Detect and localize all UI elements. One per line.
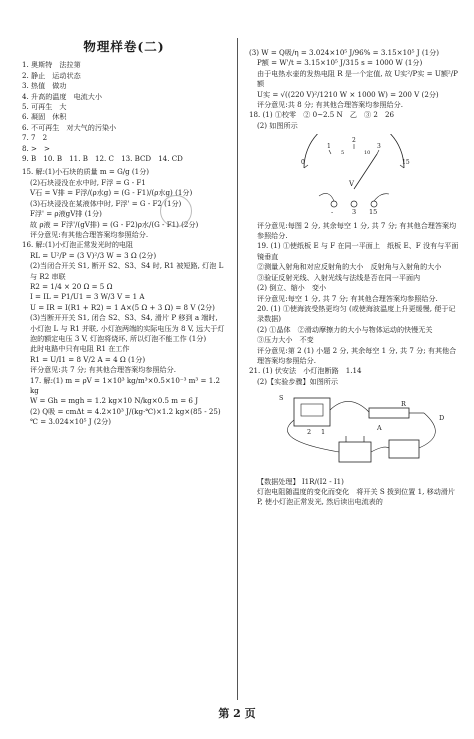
answer-line: 由于电热水壶的发热电阻 R 是一个定值, 故 U实²/P实 = U额²/P额 <box>257 68 458 89</box>
answer-line: 9. B 10. B 11. B 12. C 13. BCD 14. CD <box>22 154 183 164</box>
answer-line: U实 = √((220 V)²/1210 W × 1000 W) = 200 V (2分) <box>257 89 439 99</box>
answer-line: ③压力大小 不变 <box>257 335 314 345</box>
dial-scale-label: 5 <box>341 150 345 157</box>
answer-line: 灯泡电阻随温度的变化而变化 将开关 S 拨到位置 1, 移动滑片 P, 使小灯泡正常发光, 然后读出电流表的 <box>257 486 455 507</box>
answer-line: 15. 解:(1)小石块的质量 m = G/g (1分) <box>22 167 150 177</box>
answer-line: W = Gh = mgh = 1.2 kg×10 N/kg×0.5 m = 6 J <box>30 396 199 406</box>
answer-line: 此时电路中只有电阻 R1 在工作 <box>30 344 130 354</box>
dial-scale-label: 10 <box>364 150 371 157</box>
dial-scale-label: 15 <box>402 159 410 167</box>
column-divider <box>237 38 238 700</box>
answer-line: 3. 热值 做功 <box>22 81 67 91</box>
answer-line: 故 ρ液 = F浮'/(gV排) = (G - F2)ρ水/(G - F1) (2分) <box>30 219 199 229</box>
svg-text:-: - <box>331 208 334 215</box>
answer-line: 评分意见:共 7 分; 有其他合理答案均参照给分. <box>30 365 176 375</box>
dial-scale-label: 1 <box>327 143 331 151</box>
answer-line: 19. (1) ①使纸板 E 与 F 在同一平面上 纸板 E、F 没有与平面镜垂直 <box>257 241 459 261</box>
answer-line: V石 = V排 = F浮/(ρ水g) = (G - F1)/(ρ水g) (1分) <box>30 188 193 198</box>
dial-scale-label: 0 <box>301 159 305 167</box>
answer-line: (3)当断开开关 S1, 闭合 S2、S3、S4, 滑片 P 移到 a 端时, 小灯泡 L 与 R1 并联, 小灯泡两端的实际电压为 8 V, 远大于灯泡的额定电压 3 V, 灯泡将烧坏, 所以灯泡不能工作 (1分) <box>30 313 225 343</box>
meter-label: V <box>349 180 355 189</box>
answer-line: 8. > > <box>22 143 51 153</box>
svg-text:R: R <box>401 400 406 409</box>
answer-line: 评分意见:共 8 分; 有其他合理答案均参照给分. <box>257 100 403 110</box>
answer-line: (2) ①晶体 ②滑动摩擦力的大小与物体运动的快慢无关 <box>257 324 433 334</box>
answer-line: 5. 可再生 大 <box>22 102 67 112</box>
circuit-figure <box>249 390 459 473</box>
answer-line: 评分意见:第 2 (1) 小题 2 分, 其余每空 1 分, 共 7 分; 有其他合理答案均参照给分. <box>257 345 457 365</box>
answer-line: (3) W = Q吸/η = 3.024×10⁵ J/96% = 3.15×10⁵ J (1分) <box>249 48 439 57</box>
answer-line: 4. 升高的温度 电流大小 <box>22 91 102 101</box>
answer-line: 【数据处理】 I1R/(I2 - I1) <box>257 476 344 486</box>
answer-line: (2) Q吸 = cmΔt = 4.2×10³ J/(kg·℃)×1.2 kg×(85 - 25) ℃ = 3.024×10⁵ J (2分) <box>30 406 221 427</box>
answer-line: (2)石块浸没在水中时, F浮 = G - F1 <box>30 177 146 187</box>
answer-line: R1 = U/I1 = 8 V/2 A = 4 Ω (1分) <box>30 354 146 364</box>
answer-line: 评分意见:每图 2 分, 其余每空 1 分, 共 7 分; 有其他合理答案均参照给分. <box>257 220 457 241</box>
faded-seal-stamp <box>160 195 192 227</box>
left-column <box>22 0 226 428</box>
answer-line: (2)当闭合开关 S1, 断开 S2、S3、S4 时, R1 被短路, 灯泡 L 与 R2 串联 <box>30 261 224 281</box>
answer-line: I = IL = P1/U1 = 3 W/3 V = 1 A <box>30 292 145 302</box>
answer-line: (2)【实验步骤】如图所示 <box>257 376 338 386</box>
answer-line: 18. (1) ①校零 ② 0~2.5 N 乙 ③ 2 26 <box>249 110 395 120</box>
answer-line: 6. 不可再生 对大气的污染小 <box>22 122 117 132</box>
dial-scale-label: 3 <box>377 143 381 151</box>
answer-line: 17. 解:(1) m = ρV = 1×10³ kg/m³×0.5×10⁻³ m³ = 1.2 kg <box>30 375 220 395</box>
dial-scale-label: 2 <box>352 137 356 145</box>
page-title: 物理样卷(二) <box>83 39 165 54</box>
svg-text:1: 1 <box>321 428 326 437</box>
answer-line: 7. 7 2 <box>22 133 48 143</box>
answer-line: (2) 如图所示 <box>257 120 298 130</box>
answer-line: ③验证反射光线、入射光线与法线是否在同一平面内 <box>257 272 421 282</box>
answer-line: (2) 倒立、缩小 变小 <box>257 283 327 293</box>
answer-line: 16. 解:(1)小灯泡正常发光时的电阻 <box>22 240 134 250</box>
svg-text:3: 3 <box>352 208 357 215</box>
answer-line: ②测量入射角和对应反射角的大小 反射角与入射角的大小 <box>257 262 442 272</box>
answer-line: 评分意见:有其他合理答案均参照给分. <box>30 229 149 239</box>
answer-line: F浮' = ρ液gV排 (1分) <box>30 209 102 219</box>
svg-text:15: 15 <box>369 208 378 215</box>
svg-text:D: D <box>439 414 445 423</box>
right-column <box>249 48 459 508</box>
answer-line: 2. 静止 运动状态 <box>22 70 81 80</box>
answer-line: 评分意见:每空 1 分, 共 7 分; 有其他合理答案均参照给分. <box>257 293 438 303</box>
answer-line: (3)石块浸没在某液体中时, F浮' = G - F2 (1分) <box>30 198 182 208</box>
answer-line: P额 = W'/t = 3.15×10⁵ J/315 s = 1000 W (1分) <box>257 58 423 68</box>
answer-line: 20. (1) ①使海波受热更均匀 (或使海波温度上升更缓慢, 便于记录数据) <box>257 303 456 324</box>
answer-line: R2 = 1/4 × 20 Ω = 5 Ω <box>30 281 113 291</box>
answer-line: 1. 奥斯特 法拉第 <box>22 60 81 70</box>
svg-text:S: S <box>279 394 284 403</box>
answer-line: 6. 凝固 休积 <box>22 112 67 122</box>
answer-line: 21. (1) 伏安法 小灯泡断路 1.14 <box>249 366 362 376</box>
voltmeter-figure <box>249 134 459 217</box>
svg-text:A: A <box>377 424 382 433</box>
answer-line: U = IR = I(R1 + R2) = 1 A×(5 Ω + 3 Ω) = 8 V (2分) <box>30 302 215 312</box>
page-number: 第 2 页 <box>218 707 256 720</box>
svg-text:2: 2 <box>307 428 312 437</box>
answer-line: RL = U²/P = (3 V)²/3 W = 3 Ω (2分) <box>30 250 157 260</box>
